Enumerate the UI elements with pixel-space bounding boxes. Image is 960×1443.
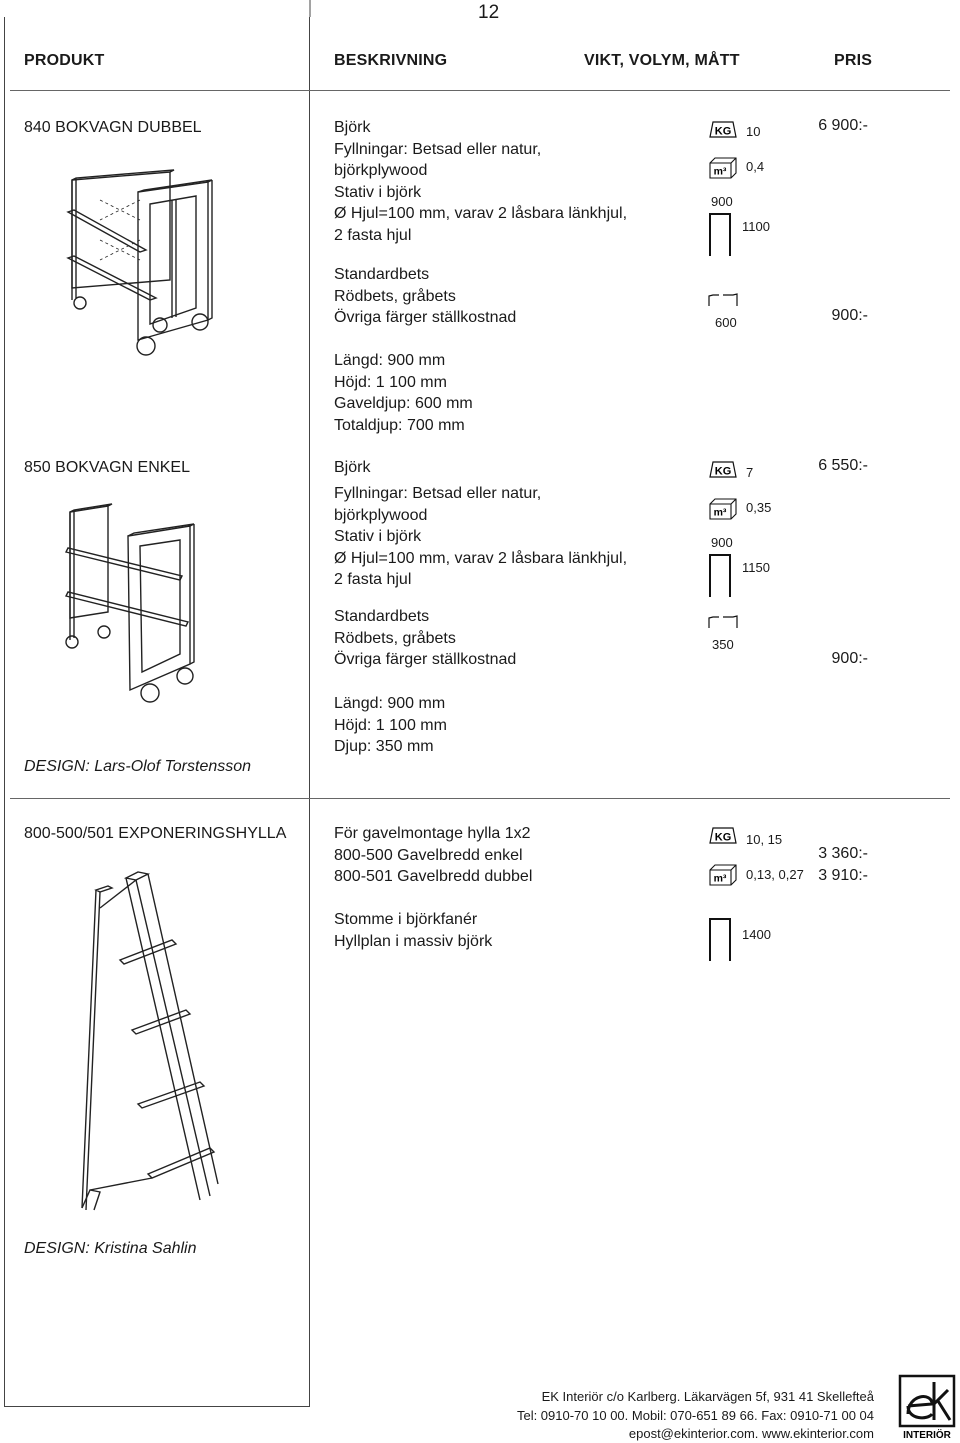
ek-interior-logo — [898, 1374, 956, 1440]
svg-text:m³: m³ — [713, 506, 727, 519]
product-description: För gavelmontage hylla 1x2 800-500 Gavelbredd enkel 800-501 Gavelbredd dubbel — [334, 825, 533, 886]
section-divider — [10, 798, 950, 799]
volume-value: 0,35 — [746, 500, 772, 515]
weight-kg-icon — [709, 121, 737, 138]
dimensions-text: Längd: 900 mm Höjd: 1 100 mm Djup: 350 mm — [334, 695, 447, 756]
length-value: 900 — [711, 535, 733, 550]
weight-value: 10 — [746, 124, 761, 139]
height-frame-icon — [708, 553, 732, 597]
product-description: Fyllningar: Betsad eller natur, björkplywood Stativ i björk Ø Hjul=100 mm, varav 2 låsbara länkhjul, 2 fasta hjul — [334, 485, 628, 589]
volume-cube-icon — [709, 864, 737, 886]
weight-value: 10, 15 — [746, 832, 783, 847]
header-price: PRIS — [834, 52, 873, 69]
svg-text:INTERIÖR: INTERIÖR — [903, 1430, 951, 1440]
svg-text:m³: m³ — [713, 165, 727, 178]
stain-options: Standardbets Rödbets, gråbets Övriga färger ställkostnad — [334, 266, 517, 327]
weight-value: 7 — [746, 465, 754, 480]
height-frame-icon — [708, 212, 732, 256]
volume-cube-icon — [709, 157, 737, 179]
svg-text:KG: KG — [714, 831, 732, 844]
page-number-box-line — [0, 0, 960, 20]
svg-text:m³: m³ — [713, 872, 727, 885]
height-value: 1100 — [742, 219, 770, 234]
price-800-500: 3 360:- — [818, 845, 868, 862]
product-name: 850 BOKVAGN ENKEL — [24, 459, 190, 476]
designer-credit: DESIGN: Lars-Olof Torstensson — [24, 758, 252, 775]
product-name: 840 BOKVAGN DUBBEL — [24, 119, 202, 136]
single-book-cart-drawing — [50, 500, 210, 705]
height-value: 1400 — [742, 927, 771, 942]
depth-frame-icon — [707, 292, 739, 306]
stain-options: Standardbets Rödbets, gråbets Övriga färger ställkostnad — [334, 608, 517, 669]
volume-cube-icon — [709, 498, 737, 520]
svg-text:KG: KG — [714, 125, 732, 138]
price: 6 900:- — [818, 117, 868, 134]
header-product: PRODUKT — [24, 52, 105, 69]
footer-contact: epost@ekinterior.com. www.ekinterior.com — [628, 1426, 874, 1441]
height-frame-icon — [708, 917, 732, 961]
volume-value: 0,4 — [746, 159, 765, 174]
footer-phone: Tel: 0910-70 10 00. Mobil: 070-651 89 66. Fax: 0910-71 00 04 — [516, 1408, 874, 1423]
header-weight-volume-size: VIKT, VOLYM, MÅTT — [584, 52, 740, 69]
double-book-cart-drawing — [40, 160, 240, 360]
header-divider — [10, 90, 950, 91]
length-value: 900 — [711, 194, 733, 209]
header-description: BESKRIVNING — [334, 52, 448, 69]
page-number: 12 — [478, 2, 500, 23]
price: 6 550:- — [818, 457, 868, 474]
price-800-501: 3 910:- — [818, 867, 868, 884]
depth-value: 350 — [712, 637, 734, 652]
svg-text:KG: KG — [714, 465, 732, 478]
height-value: 1150 — [742, 560, 770, 575]
depth-frame-icon — [707, 614, 739, 628]
weight-kg-icon — [709, 827, 737, 844]
product-description-first: Björk — [334, 459, 371, 476]
material-text: Stomme i björkfanér Hyllplan i massiv björk — [334, 911, 493, 950]
volume-value: 0,13, 0,27 — [746, 867, 804, 882]
weight-kg-icon — [709, 461, 737, 478]
footer-address: EK Interiör c/o Karlberg. Läkarvägen 5f, 931 41 Skellefteå — [541, 1389, 874, 1404]
product-description: Björk Fyllningar: Betsad eller natur, björkplywood Stativ i björk Ø Hjul=100 mm, varav 2 låsbara länkhjul, 2 fasta hjul — [334, 119, 628, 244]
designer-credit: DESIGN: Kristina Sahlin — [24, 1240, 197, 1257]
display-shelf-drawing — [60, 860, 230, 1220]
dimensions-text: Längd: 900 mm Höjd: 1 100 mm Gaveldjup: 600 mm Totaldjup: 700 mm — [334, 352, 473, 434]
option-price: 900:- — [831, 307, 868, 324]
product-name: 800-500/501 EXPONERINGSHYLLA — [24, 825, 287, 842]
depth-value: 600 — [715, 315, 737, 330]
option-price: 900:- — [831, 650, 868, 667]
